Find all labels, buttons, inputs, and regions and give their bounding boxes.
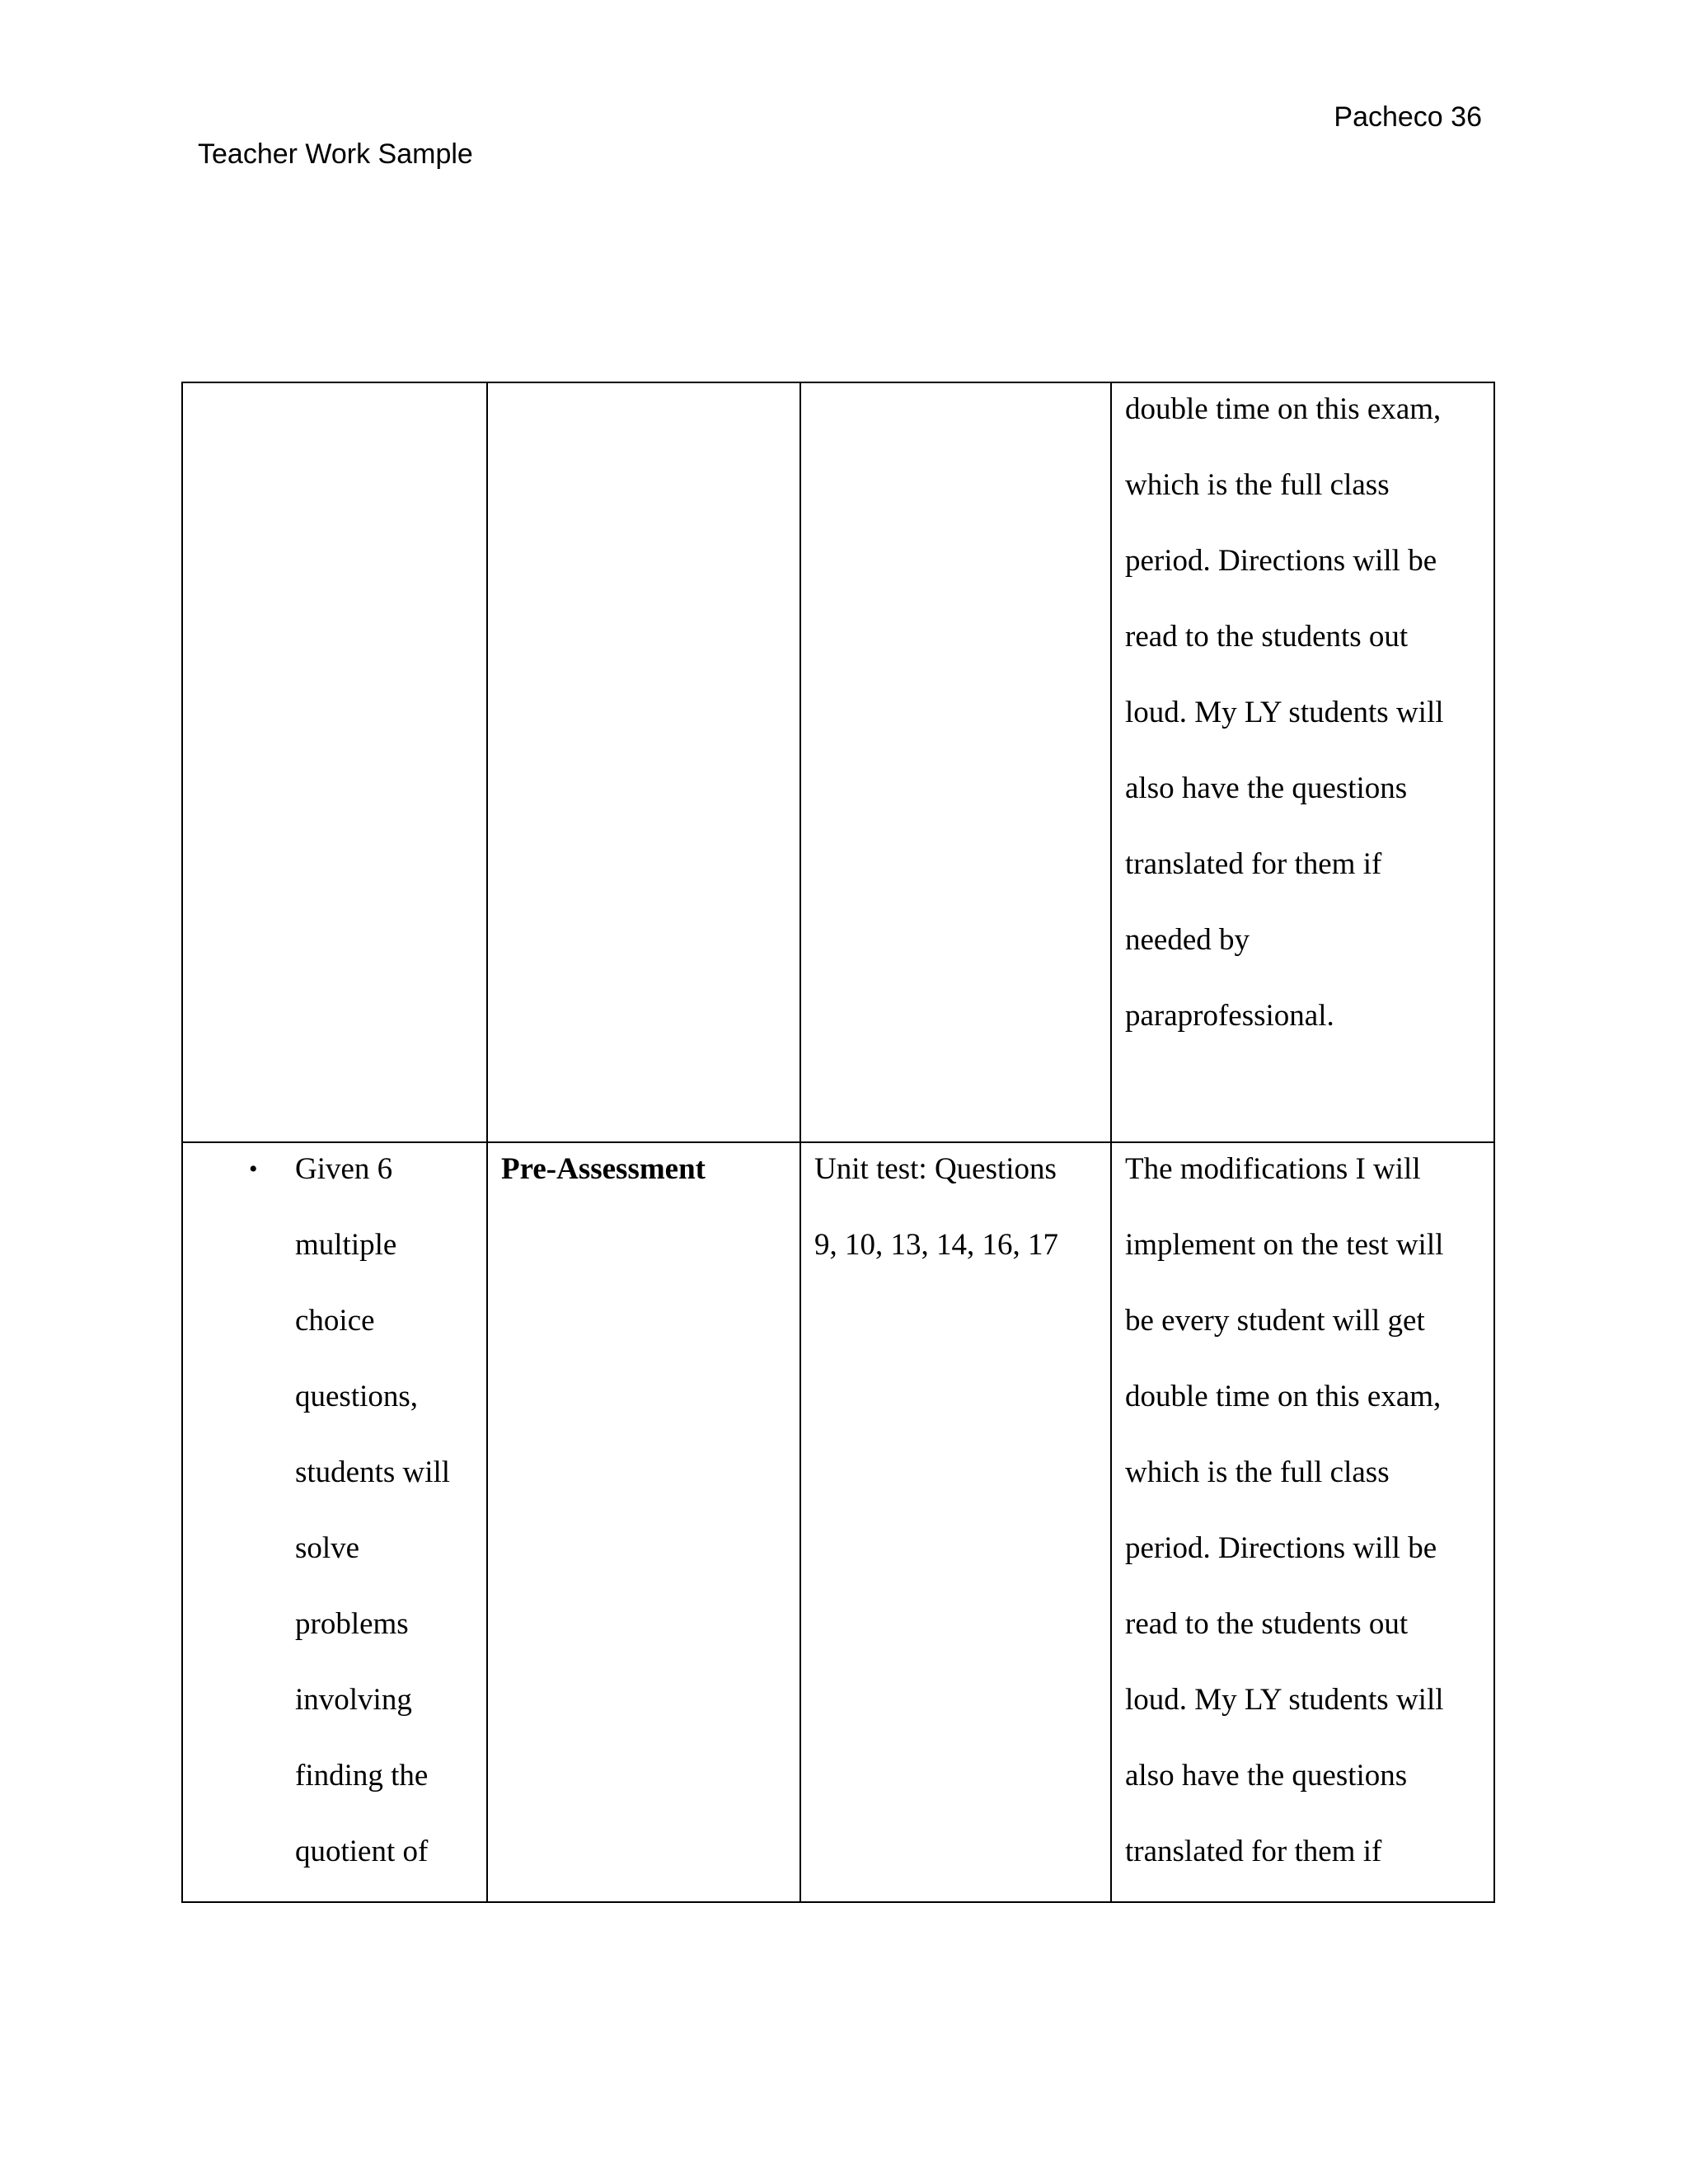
cell-text-line: choice: [295, 1304, 375, 1338]
table-row: [182, 1142, 1494, 1902]
table-row: [182, 382, 1494, 1142]
cell-text-line: period. Directions will be: [1125, 544, 1437, 578]
cell-text-line: Given 6: [295, 1152, 393, 1186]
bullet-icon: •: [249, 1155, 258, 1183]
assessment-type-label: Pre-Assessment: [501, 1152, 706, 1186]
cell-text-line: loud. My LY students will: [1125, 696, 1444, 729]
cell-text-line: problems: [295, 1607, 409, 1641]
cell-text-line: needed by: [1125, 923, 1250, 957]
table-cell-objective: [182, 1142, 487, 1902]
cell-text-line: students will: [295, 1455, 451, 1489]
cell-text-line: be every student will get: [1125, 1304, 1425, 1338]
table-cell-assessment-type: [487, 1142, 800, 1902]
cell-text-line: 9, 10, 13, 14, 16, 17: [814, 1228, 1058, 1262]
table-cell-assessment-type: [487, 382, 800, 1142]
assessment-table: [181, 382, 1495, 1903]
cell-text-line: translated for them if: [1125, 847, 1382, 881]
running-title-header: Teacher Work Sample: [198, 138, 473, 170]
table-cell-modifications: [1111, 1142, 1494, 1902]
table-cell-modifications: [1111, 382, 1494, 1142]
cell-text-line: double time on this exam,: [1125, 1380, 1442, 1413]
cell-text-line: also have the questions: [1125, 1759, 1408, 1793]
cell-text-line: multiple: [295, 1228, 397, 1262]
cell-text-line: double time on this exam,: [1125, 392, 1442, 426]
cell-text-line: questions,: [295, 1380, 419, 1413]
table-cell-assessment-format: [800, 382, 1111, 1142]
page-number-header: Pacheco 36: [1334, 101, 1482, 133]
cell-text-line: The modifications I will: [1125, 1152, 1421, 1186]
table-cell-objective: [182, 382, 487, 1142]
cell-text-line: finding the: [295, 1759, 429, 1793]
cell-text-line: which is the full class: [1125, 1455, 1390, 1489]
cell-text-line: read to the students out: [1125, 1607, 1409, 1641]
cell-text-line: involving: [295, 1683, 412, 1717]
cell-text-line: solve: [295, 1531, 360, 1565]
table-cell-assessment-format: [800, 1142, 1111, 1902]
cell-text-line: paraprofessional.: [1125, 999, 1334, 1033]
cell-text-line: translated for them if: [1125, 1835, 1382, 1868]
cell-text-line: quotient of: [295, 1835, 429, 1868]
cell-text-line: period. Directions will be: [1125, 1531, 1437, 1565]
cell-text-line: loud. My LY students will: [1125, 1683, 1444, 1717]
cell-text-line: implement on the test will: [1125, 1228, 1444, 1262]
cell-text-line: read to the students out: [1125, 620, 1409, 654]
cell-text-line: also have the questions: [1125, 771, 1408, 805]
cell-text-line: Unit test: Questions: [814, 1152, 1057, 1186]
cell-text-line: which is the full class: [1125, 468, 1390, 502]
